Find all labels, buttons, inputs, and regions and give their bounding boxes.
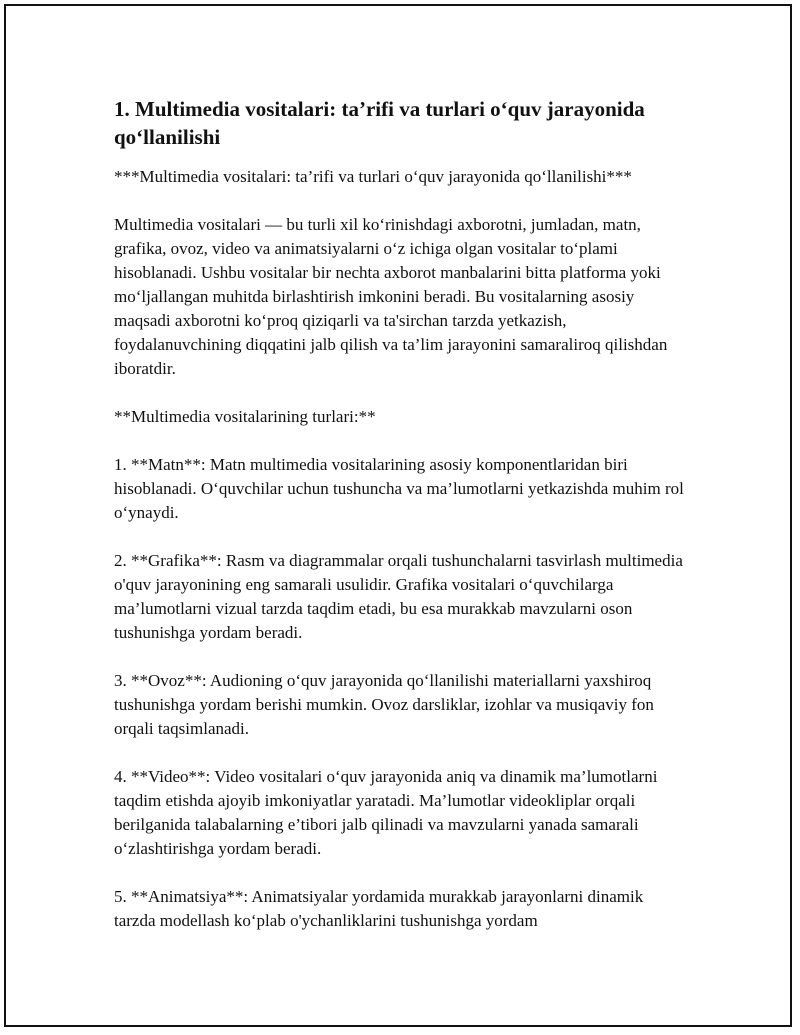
list-item-animation: 5. **Animatsiya**: Animatsiyalar yordamida murakkab jarayonlarni dinamik tarzda modellash ko‘plab o'ychanliklarini tushunishga yordam: [114, 887, 644, 930]
list-item-video: 4. **Video**: Video vositalari o‘quv jarayonida aniq va dinamik ma’lumotlarni taqdim etishda ajoyib imkoniyatlar yaratadi. Ma’lumotlar videokliplar orqali berilganida talabalarning e’tibori jalb qilinadi va mavzularni yanada samarali o‘zlashtirishga yordam beradi.: [114, 767, 658, 858]
document-body: [114, 95, 684, 933]
document-subtitle: ***Multimedia vositalari: ta’rifi va turlari o‘quv jarayonida qo‘llanilishi***: [114, 167, 632, 186]
list-item-text: 1. **Matn**: Matn multimedia vositalarining asosiy komponentlaridan biri hisoblanadi. O‘quvchilar uchun tushuncha va ma’lumotlarni yetkazishda muhim rol o‘ynaydi.: [114, 455, 684, 522]
types-heading: **Multimedia vositalarining turlari:**: [114, 407, 376, 426]
list-item-graphics: 2. **Grafika**: Rasm va diagrammalar orqali tushunchalarni tasvirlash multimedia o'quv jarayonining eng samarali usulidir. Grafika vositalari o‘quvchilarga ma’lumotlarni vizual tarzda taqdim etadi, bu esa murakkab mavzularni oson tushunishga yordam beradi.: [114, 551, 683, 642]
document-title: 1. Multimedia vositalari: ta’rifi va turlari o‘quv jarayonida qo‘llanilishi: [114, 97, 645, 149]
intro-paragraph: Multimedia vositalari — bu turli xil ko‘rinishdagi axborotni, jumladan, matn, grafika, ovoz, video va animatsiyalarni o‘z ichiga olgan vositalar to‘plami hisoblanadi. Ushbu vositalar bir nechta axborot manbalarini bitta platforma yoki mo‘ljallangan muhitda birlashtirish imkonini beradi. Bu vositalarning asosiy maqsadi axborotni ko‘proq qiziqarli va ta'sirchan tarzda yetkazish, foydalanuvchining diqqatini jalb qilish va ta’lim jarayonini samaraliroq qilishdan iboratdir.: [114, 215, 668, 378]
list-item-audio: 3. **Ovoz**: Audioning o‘quv jarayonida qo‘llanilishi materiallarni yaxshiroq tushunishga yordam berishi mumkin. Ovoz darsliklar, izohlar va musiqaviy fon orqali taqsimlanadi.: [114, 671, 654, 738]
